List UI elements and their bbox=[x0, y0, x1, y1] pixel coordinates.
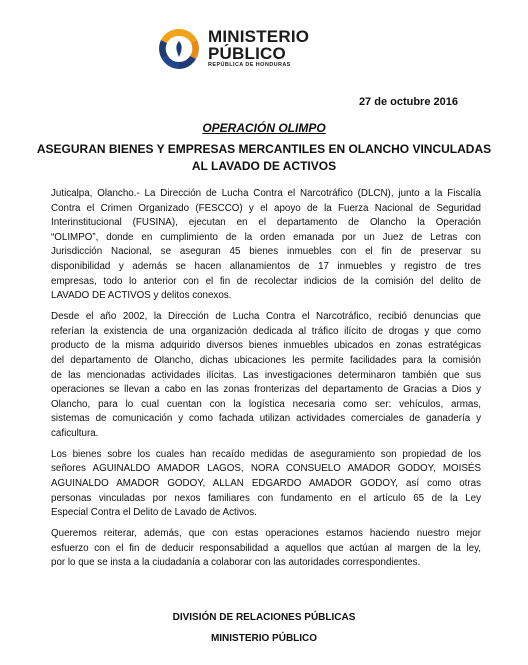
paragraph-line: referían la existencia de una organización dedicada al tráfico ilícito de drogas y que como bbox=[51, 325, 481, 337]
paragraph-line: señores AGUINALDO AMADOR LAGOS, NORA CONSUELO AMADOR GODOY, MOISÉS bbox=[51, 463, 481, 475]
paragraph-line: empresas, todo lo anterior con el fin de recolectar indicios de la comisión del delito de bbox=[51, 275, 481, 287]
release-date: 27 de octubre 2016 bbox=[358, 96, 458, 108]
paragraph bbox=[51, 310, 481, 441]
paragraph-line: operaciones se llevan a cabo en las zonas fronterizas del departamento de Gracias a Dios y bbox=[51, 384, 481, 396]
paragraph-line: Los bienes sobre los cuales han recaído medidas de aseguramiento son propiedad de los bbox=[51, 448, 481, 460]
signature-division: DIVISIÓN DE RELACIONES PÚBLICAS bbox=[172, 612, 356, 623]
signature-institution: MINISTERIO PÚBLICO bbox=[210, 633, 318, 644]
paragraph bbox=[51, 187, 481, 304]
paragraph-line: Juticalpa, Olancho.- La Dirección de Lucha Contra el Narcotráfico (DLCN), junto a la Fiscalía bbox=[51, 188, 481, 199]
paragraph-line: personas vinculadas por nexos familiares con fundamento en el artículo 65 de la Ley bbox=[51, 492, 481, 504]
paragraph-line: caficultura. bbox=[51, 427, 99, 439]
logo-text bbox=[208, 28, 398, 69]
headline bbox=[30, 141, 498, 175]
paragraph bbox=[51, 448, 481, 521]
ministerio-publico-emblem-icon bbox=[156, 26, 202, 72]
headline-line: ASEGURAN BIENES Y EMPRESAS MERCANTILES EN OLANCHO VINCULADAS bbox=[36, 142, 492, 156]
paragraph-line: sistemas de comunicación y como fachada utilizan actividades comerciales de ganadería y bbox=[51, 413, 481, 425]
paragraph-line: Jurisdicción Nacional, se aseguran 45 bienes inmuebles con el fin de preservar su bbox=[51, 246, 481, 258]
paragraph-line: AGUINALDO AMADOR GODOY, ALLAN EDGARDO AMADOR GODOY, así como otras bbox=[51, 478, 481, 490]
paragraph bbox=[51, 527, 481, 571]
paragraph-line: del departamento de Olancho, dichas ubicaciones les permite facilidades para la comisión bbox=[51, 354, 481, 366]
org-country: REPÚBLICA DE HONDURAS bbox=[208, 62, 291, 68]
paragraph-line: “OLIMPO”, donde en cumplimiento de la orden emanada por un Juez de Letras con bbox=[51, 231, 481, 243]
paragraph-line: Desde el año 2002, la Dirección de Lucha Contra el Narcotráfico, recibió denuncias que bbox=[51, 311, 481, 323]
paragraph-line: Interinstitucional (FUSINA), ejecutan en el departamento de Olancho la Operación bbox=[51, 217, 481, 229]
paragraph-line: de las mencionadas actividades ilícitas. Las investigaciones determinaron también que sus bbox=[51, 369, 481, 381]
paragraph-line: esfuerzo con el fin de deducir responsabilidad a aquellos que actúan al margen de la ley, bbox=[51, 542, 481, 554]
paragraph-line: Queremos reiterar, además, que con estas operaciones estamos haciendo nuestro mejor bbox=[51, 528, 481, 540]
paragraph-line: Especial Contra el Delito de Lavado de Activos. bbox=[51, 507, 257, 519]
paragraph-line: disponibilidad y además se hacen allanamientos de 17 inmuebles y registro de tres bbox=[51, 260, 481, 272]
org-name-line1: MINISTERIO bbox=[208, 27, 310, 46]
paragraph-line: Olancho, para lo cual cuentan con la logística necesaria como ser: vehículos, armas, bbox=[51, 398, 481, 410]
paragraph-line: por lo que se insta a la ciudadanía a colaborar con las autoridades correspondientes. bbox=[51, 557, 421, 569]
org-name-line2: PÚBLICO bbox=[208, 44, 286, 63]
operation-name: OPERACIÓN OLIMPO bbox=[202, 121, 326, 135]
paragraph-line: Contra el Crimen Organizado (FESCCO) y el apoyo de la Fuerza Nacional de Seguridad bbox=[51, 202, 481, 214]
body-text bbox=[51, 187, 481, 577]
headline-line: AL LAVADO DE ACTIVOS bbox=[191, 159, 337, 173]
paragraph-line: producto de la misma adquirido diversos bienes inmuebles ubicados en zonas estratégicas bbox=[51, 340, 481, 352]
ministerio-publico-logo bbox=[156, 26, 396, 74]
paragraph-line: LAVADO DE ACTIVOS y delitos conexos. bbox=[51, 290, 232, 302]
